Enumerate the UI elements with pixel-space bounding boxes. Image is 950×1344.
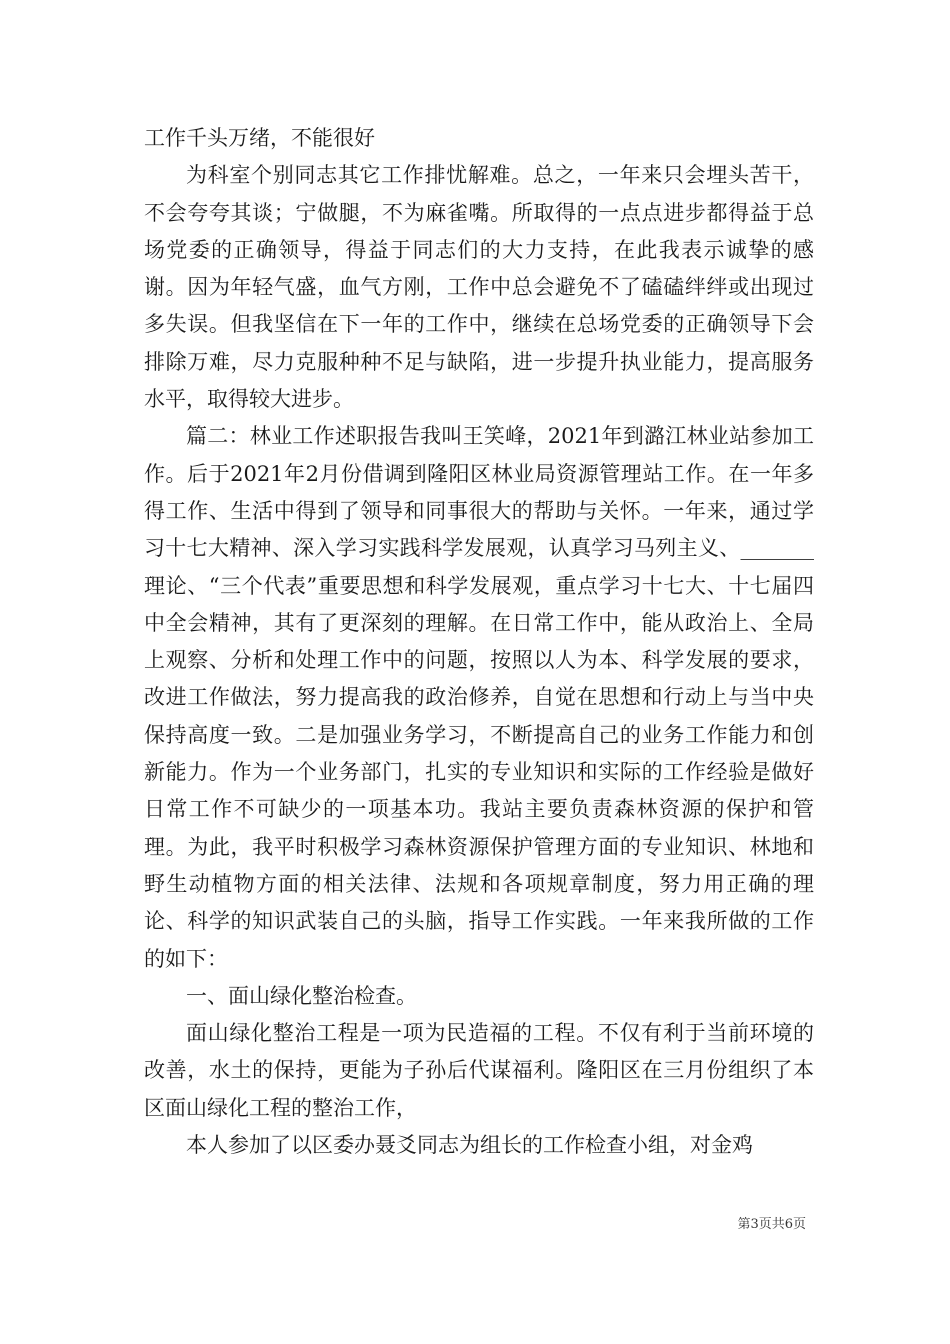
paragraph-6: 本人参加了以区委办聂爻同志为组长的工作检查小组，对金鸡 — [186, 1133, 753, 1158]
document-body — [144, 120, 814, 1164]
paragraph-4: 一、面山绿化整治检查。 — [186, 983, 417, 1008]
page-number: 第3页共6页 — [737, 1217, 806, 1232]
paragraph-1: 工作千头万绪，不能很好 — [144, 126, 375, 150]
paragraph-5: 面山绿化整治工程是一项为民造福的工程。不仅有利于当前环境的改善，水土的保持，更能为子孙后代谋福利。隆阳区在三月份组织了本区面山绿化工程的整治工作， — [144, 1021, 814, 1120]
paragraph-3: 篇二：林业工作述职报告我叫王笑峰，2021年到潞江林业站参加工作。后于2021年2月份借调到隆阳区林业局资源管理站工作。在一年多得工作、生活中得到了领导和同事很大的帮助与关怀。一年来，通过学习十七大精神、深入学习实践科学发展观，认真学习马列主义、_______理论、“三个代表”重要思想和科学发展观，重点学习十七大、十七届四中全会精神，其有了更深刻的理解。在日常工作中，能从政治上、全局上观察、分析和处理工作中的问题，按照以人为本、科学发展的要求，改进工作做法，努力提高我的政治修养，自觉在思想和行动上与当中央保持高度一致。二是加强业务学习，不断提高自己的业务工作能力和创新能力。作为一个业务部门，扎实的专业知识和实际的工作经验是做好日常工作不可缺少的一项基本功。我站主要负责森林资源的保护和管理。为此，我平时积极学习森林资源保护管理方面的专业知识、林地和野生动植物方面的相关法律、法规和各项规章制度，努力用正确的理论、科学的知识武装自己的头脑，指导工作实践。一年来我所做的工作的如下： — [144, 424, 814, 971]
paragraph-2: 为科室个别同志其它工作排忧解难。总之，一年来只会埋头苦干，不会夸夸其谈；宁做腿，不为麻雀嘴。所取得的一点点进步都得益于总场党委的正确领导，得益于同志们的大力支持，在此我表示诚挚的感谢。因为年轻气盛，血气方刚，工作中总会避免不了磕磕绊绊或出现过多失误。但我坚信在下一年的工作中，继续在总场党委的正确领导下会排除万难，尽力克服种种不足与缺陷，进一步提升执业能力，提高服务水平，取得较大进步。 — [144, 163, 814, 412]
